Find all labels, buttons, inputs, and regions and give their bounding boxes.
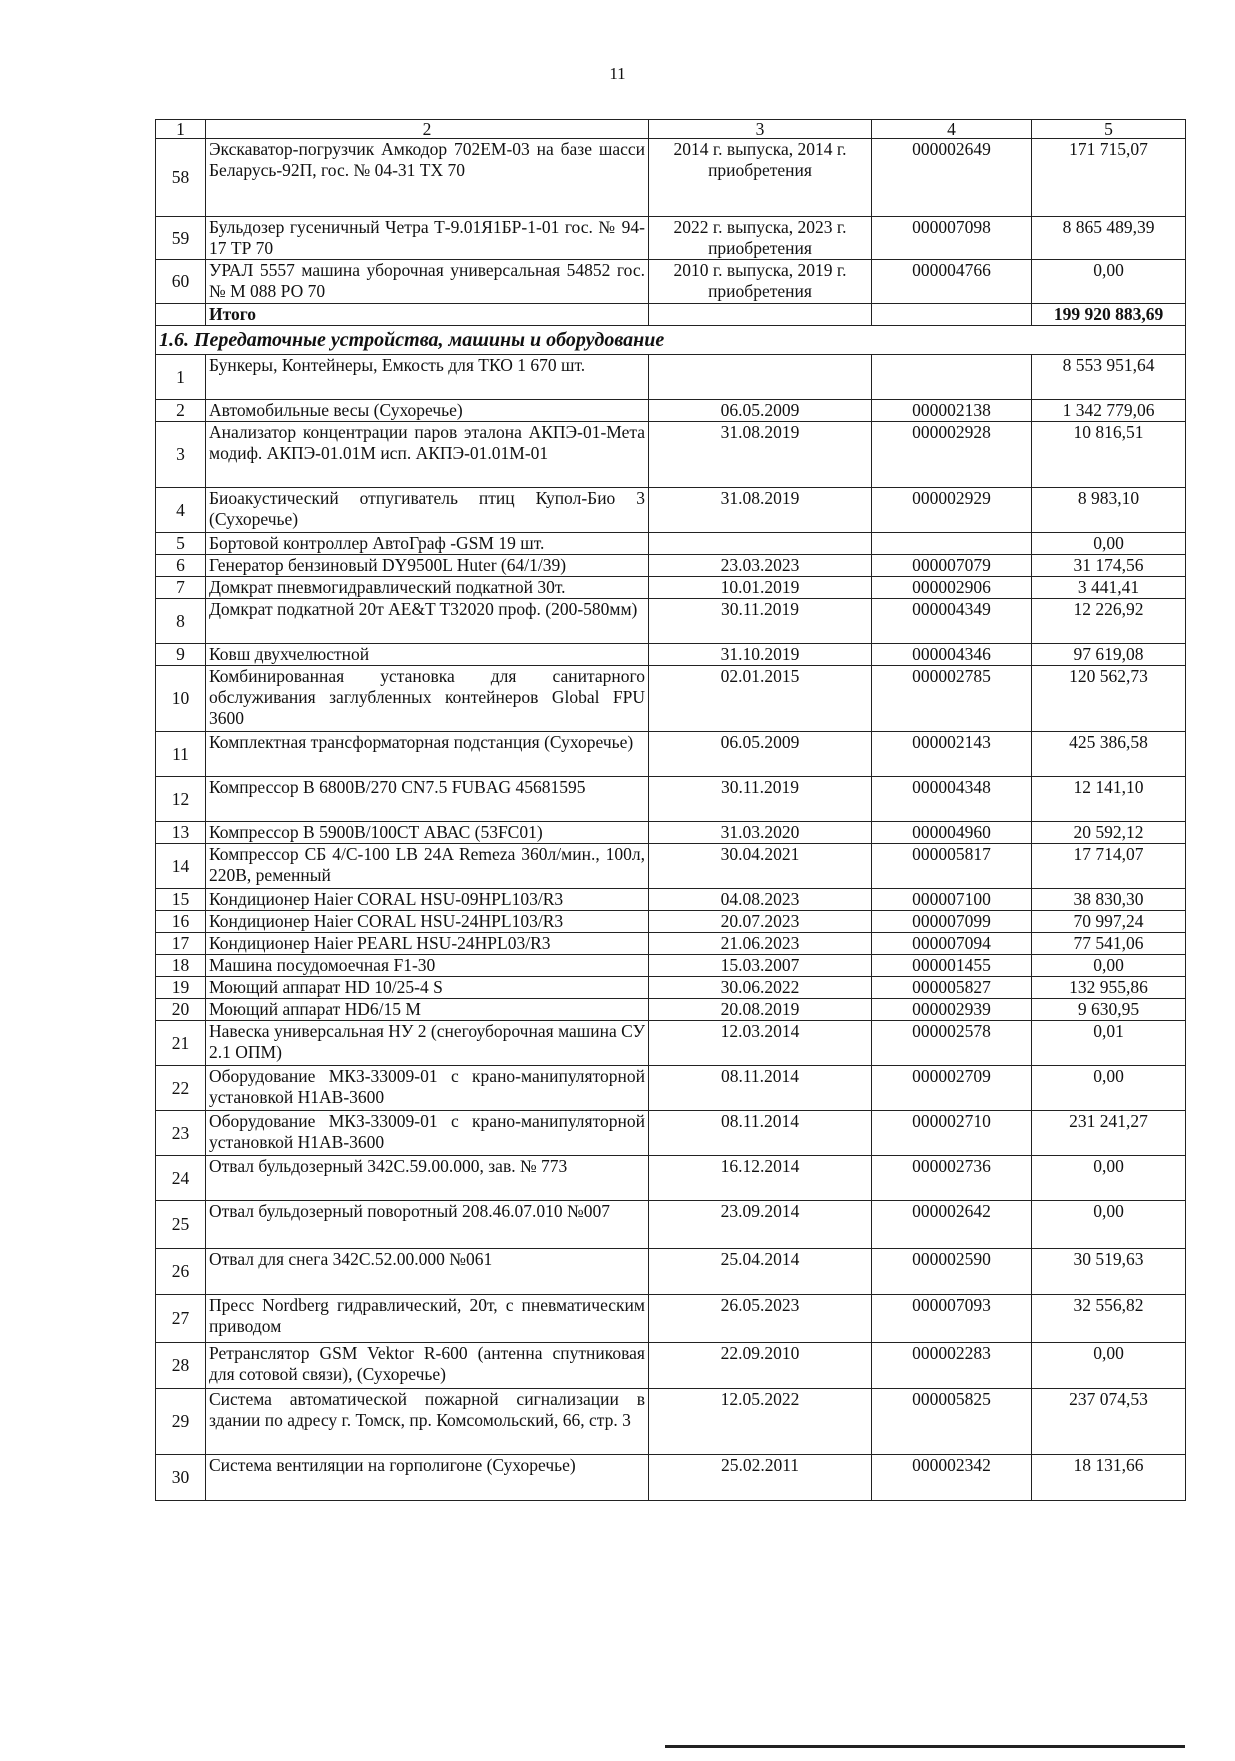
item-date: 25.02.2011	[649, 1455, 872, 1501]
item-date: 06.05.2009	[649, 400, 872, 422]
item-name: Домкрат подкатной 20т AE&T T32020 проф. (200-580мм)	[206, 599, 649, 644]
item-name: Бункеры, Контейнеры, Емкость для ТКО 1 670 шт.	[206, 355, 649, 400]
item-value: 20 592,12	[1032, 822, 1186, 844]
header-cell: 5	[1032, 120, 1186, 139]
item-date	[649, 533, 872, 555]
item-value: 171 715,07	[1032, 139, 1186, 217]
table-row	[156, 577, 1186, 599]
table-row	[156, 1249, 1186, 1295]
item-value: 0,00	[1032, 1156, 1186, 1201]
row-number: 7	[156, 577, 206, 599]
item-date: 2022 г. выпуска, 2023 г. приобретения	[649, 217, 872, 260]
item-value: 120 562,73	[1032, 666, 1186, 732]
item-date: 12.05.2022	[649, 1389, 872, 1455]
item-date: 20.08.2019	[649, 999, 872, 1021]
item-name: Оборудование МКЗ-33009-01 с крано-манипуляторной установкой H1AB-3600	[206, 1066, 649, 1111]
item-name: Ретранслятор GSM Vektor R-600 (антенна спутниковая для сотовой связи), (Сухоречье)	[206, 1343, 649, 1389]
item-name: Кондиционер Haier PEARL HSU-24HPL03/R3	[206, 933, 649, 955]
table-row	[156, 666, 1186, 732]
table-row	[156, 1295, 1186, 1343]
row-number: 23	[156, 1111, 206, 1156]
table-row	[156, 422, 1186, 488]
item-value: 0,00	[1032, 1066, 1186, 1111]
table-row	[156, 139, 1186, 217]
inventory-number: 000004766	[872, 260, 1032, 304]
inventory-number: 000002710	[872, 1111, 1032, 1156]
item-date: 26.05.2023	[649, 1295, 872, 1343]
table-row	[156, 1389, 1186, 1455]
row-number: 28	[156, 1343, 206, 1389]
inventory-number: 000001455	[872, 955, 1032, 977]
row-number: 2	[156, 400, 206, 422]
item-date: 08.11.2014	[649, 1111, 872, 1156]
table-row	[156, 488, 1186, 533]
inventory-number: 000007099	[872, 911, 1032, 933]
item-date: 2014 г. выпуска, 2014 г. приобретения	[649, 139, 872, 217]
table-row	[156, 555, 1186, 577]
item-name: Компрессор В 6800В/270 CN7.5 FUBAG 45681595	[206, 777, 649, 822]
row-number: 3	[156, 422, 206, 488]
item-date: 30.11.2019	[649, 599, 872, 644]
item-value: 97 619,08	[1032, 644, 1186, 666]
row-number: 19	[156, 977, 206, 999]
row-number: 5	[156, 533, 206, 555]
row-number: 25	[156, 1201, 206, 1249]
item-date: 23.03.2023	[649, 555, 872, 577]
item-name: Комплектная трансформаторная подстанция (Сухоречье)	[206, 732, 649, 777]
item-name: Бортовой контроллер АвтоГраф -GSM 19 шт.	[206, 533, 649, 555]
item-date	[649, 355, 872, 400]
item-value: 70 997,24	[1032, 911, 1186, 933]
item-value: 132 955,86	[1032, 977, 1186, 999]
header-cell: 1	[156, 120, 206, 139]
inventory-number: 000002736	[872, 1156, 1032, 1201]
row-number: 60	[156, 260, 206, 304]
section-row	[156, 326, 1186, 355]
item-date: 20.07.2023	[649, 911, 872, 933]
item-name: Биоакустический отпугиватель птиц Купол-Био 3 (Сухоречье)	[206, 488, 649, 533]
inventory-number: 000005827	[872, 977, 1032, 999]
header-cell: 3	[649, 120, 872, 139]
table-row	[156, 1455, 1186, 1501]
item-value: 8 553 951,64	[1032, 355, 1186, 400]
table-row	[156, 999, 1186, 1021]
table-row	[156, 911, 1186, 933]
item-date: 23.09.2014	[649, 1201, 872, 1249]
row-number: 12	[156, 777, 206, 822]
empty-cell	[649, 304, 872, 326]
item-name: Машина посудомоечная F1-30	[206, 955, 649, 977]
table-row	[156, 1021, 1186, 1066]
item-value: 8 983,10	[1032, 488, 1186, 533]
row-number: 18	[156, 955, 206, 977]
item-name: Комбинированная установка для санитарного обслуживания заглубленных контейнеров Global FPU 3600	[206, 666, 649, 732]
table-row	[156, 933, 1186, 955]
table-row	[156, 1066, 1186, 1111]
inventory-number: 000002785	[872, 666, 1032, 732]
item-value: 10 816,51	[1032, 422, 1186, 488]
header-cell: 4	[872, 120, 1032, 139]
item-date: 02.01.2015	[649, 666, 872, 732]
row-number: 9	[156, 644, 206, 666]
item-value: 3 441,41	[1032, 577, 1186, 599]
item-value: 0,00	[1032, 1343, 1186, 1389]
item-name: Генератор бензиновый DY9500L Huter (64/1/39)	[206, 555, 649, 577]
inventory-number: 000002939	[872, 999, 1032, 1021]
table-row	[156, 533, 1186, 555]
table-row	[156, 644, 1186, 666]
row-number: 59	[156, 217, 206, 260]
item-value: 12 141,10	[1032, 777, 1186, 822]
page-number: 11	[609, 64, 626, 83]
total-label: Итого	[206, 304, 649, 326]
item-date: 31.08.2019	[649, 488, 872, 533]
row-number: 27	[156, 1295, 206, 1343]
item-value: 12 226,92	[1032, 599, 1186, 644]
row-number: 29	[156, 1389, 206, 1455]
row-number: 15	[156, 889, 206, 911]
table-row	[156, 977, 1186, 999]
inventory-number: 000004346	[872, 644, 1032, 666]
item-name: Кондиционер Haier CORAL HSU-24HPL103/R3	[206, 911, 649, 933]
item-value: 0,00	[1032, 1201, 1186, 1249]
row-number: 22	[156, 1066, 206, 1111]
table-row	[156, 889, 1186, 911]
table-row	[156, 599, 1186, 644]
inventory-number: 000004349	[872, 599, 1032, 644]
inventory-number: 000002709	[872, 1066, 1032, 1111]
item-date: 21.06.2023	[649, 933, 872, 955]
row-number: 17	[156, 933, 206, 955]
item-value: 31 174,56	[1032, 555, 1186, 577]
item-name: Ковш двухчелюстной	[206, 644, 649, 666]
item-date: 31.03.2020	[649, 822, 872, 844]
inventory-number: 000002143	[872, 732, 1032, 777]
row-number: 6	[156, 555, 206, 577]
inventory-number: 000002590	[872, 1249, 1032, 1295]
item-name: Отвал бульдозерный 342С.59.00.000, зав. № 773	[206, 1156, 649, 1201]
header-cell: 2	[206, 120, 649, 139]
table-row	[156, 1343, 1186, 1389]
row-number: 8	[156, 599, 206, 644]
item-date: 30.11.2019	[649, 777, 872, 822]
item-name: Моющий аппарат HD6/15 M	[206, 999, 649, 1021]
table-row	[156, 777, 1186, 822]
empty-cell	[156, 304, 206, 326]
item-date: 15.03.2007	[649, 955, 872, 977]
row-number: 10	[156, 666, 206, 732]
item-name: Компрессор СБ 4/С-100 LB 24A Remeza 360л/мин., 100л, 220В, ременный	[206, 844, 649, 889]
table-row	[156, 1156, 1186, 1201]
table-row	[156, 217, 1186, 260]
asset-table	[155, 119, 1186, 1501]
row-number: 21	[156, 1021, 206, 1066]
item-name: Кондиционер Haier CORAL HSU-09HPL103/R3	[206, 889, 649, 911]
inventory-number: 000004348	[872, 777, 1032, 822]
table-row	[156, 732, 1186, 777]
item-date: 06.05.2009	[649, 732, 872, 777]
table-row	[156, 955, 1186, 977]
item-value: 38 830,30	[1032, 889, 1186, 911]
row-number: 13	[156, 822, 206, 844]
item-name: УРАЛ 5557 машина уборочная универсальная 54852 гос. № М 088 РО 70	[206, 260, 649, 304]
item-date: 30.06.2022	[649, 977, 872, 999]
table-row	[156, 1111, 1186, 1156]
total-value: 199 920 883,69	[1032, 304, 1186, 326]
empty-cell	[872, 304, 1032, 326]
header-row	[156, 120, 1186, 139]
inventory-number: 000005817	[872, 844, 1032, 889]
item-name: Оборудование МКЗ-33009-01 с крано-манипуляторной установкой H1AB-3600	[206, 1111, 649, 1156]
inventory-number: 000002906	[872, 577, 1032, 599]
item-name: Система вентиляции на горполигоне (Сухоречье)	[206, 1455, 649, 1501]
item-name: Моющий аппарат HD 10/25-4 S	[206, 977, 649, 999]
item-value: 0,00	[1032, 533, 1186, 555]
item-date: 16.12.2014	[649, 1156, 872, 1201]
item-value: 77 541,06	[1032, 933, 1186, 955]
item-date: 08.11.2014	[649, 1066, 872, 1111]
row-number: 1	[156, 355, 206, 400]
table-row	[156, 355, 1186, 400]
item-value: 0,01	[1032, 1021, 1186, 1066]
inventory-number: 000002138	[872, 400, 1032, 422]
inventory-number: 000007094	[872, 933, 1032, 955]
item-name: Компрессор В 5900В/100СТ АВАС (53FC01)	[206, 822, 649, 844]
item-value: 237 074,53	[1032, 1389, 1186, 1455]
item-value: 9 630,95	[1032, 999, 1186, 1021]
item-value: 30 519,63	[1032, 1249, 1186, 1295]
row-number: 26	[156, 1249, 206, 1295]
inventory-number: 000007100	[872, 889, 1032, 911]
item-value: 0,00	[1032, 260, 1186, 304]
inventory-number: 000007093	[872, 1295, 1032, 1343]
table-row	[156, 822, 1186, 844]
item-date: 22.09.2010	[649, 1343, 872, 1389]
item-value: 17 714,07	[1032, 844, 1186, 889]
row-number: 4	[156, 488, 206, 533]
inventory-number: 000002649	[872, 139, 1032, 217]
item-date: 2010 г. выпуска, 2019 г. приобретения	[649, 260, 872, 304]
inventory-number: 000007098	[872, 217, 1032, 260]
item-date: 12.03.2014	[649, 1021, 872, 1066]
inventory-number: 000004960	[872, 822, 1032, 844]
inventory-number: 000002928	[872, 422, 1032, 488]
row-number: 58	[156, 139, 206, 217]
row-number: 30	[156, 1455, 206, 1501]
inventory-number: 000002929	[872, 488, 1032, 533]
table-row	[156, 844, 1186, 889]
row-number: 14	[156, 844, 206, 889]
table-row	[156, 260, 1186, 304]
item-name: Домкрат пневмогидравлический подкатной 30т.	[206, 577, 649, 599]
item-date: 25.04.2014	[649, 1249, 872, 1295]
inventory-number: 000002578	[872, 1021, 1032, 1066]
total-row	[156, 304, 1186, 326]
inventory-number: 000005825	[872, 1389, 1032, 1455]
item-name: Экскаватор-погрузчик Амкодор 702ЕМ-03 на базе шасси Беларусь-92П, гос. № 04-31 ТХ 70	[206, 139, 649, 217]
table-row	[156, 400, 1186, 422]
item-date: 04.08.2023	[649, 889, 872, 911]
inventory-number: 000002283	[872, 1343, 1032, 1389]
item-name: Анализатор концентрации паров эталона АКПЭ-01-Мета модиф. АКПЭ-01.01М исп. АКПЭ-01.01М-01	[206, 422, 649, 488]
bottom-rule	[665, 1745, 1185, 1748]
item-value: 32 556,82	[1032, 1295, 1186, 1343]
item-date: 30.04.2021	[649, 844, 872, 889]
row-number: 16	[156, 911, 206, 933]
inventory-number	[872, 355, 1032, 400]
item-date: 10.01.2019	[649, 577, 872, 599]
item-value: 1 342 779,06	[1032, 400, 1186, 422]
item-value: 8 865 489,39	[1032, 217, 1186, 260]
item-value: 231 241,27	[1032, 1111, 1186, 1156]
item-value: 18 131,66	[1032, 1455, 1186, 1501]
item-value: 425 386,58	[1032, 732, 1186, 777]
item-value: 0,00	[1032, 955, 1186, 977]
item-name: Пресс Nordberg гидравлический, 20т, с пневматическим приводом	[206, 1295, 649, 1343]
section-title: 1.6. Передаточные устройства, машины и оборудование	[156, 326, 1186, 355]
inventory-number: 000007079	[872, 555, 1032, 577]
item-name: Система автоматической пожарной сигнализации в здании по адресу г. Томск, пр. Комсомольский, 66, стр. 3	[206, 1389, 649, 1455]
inventory-number: 000002342	[872, 1455, 1032, 1501]
inventory-number	[872, 533, 1032, 555]
item-name: Бульдозер гусеничный Четра Т-9.01Я1БР-1-01 гос. № 94-17 ТР 70	[206, 217, 649, 260]
item-date: 31.10.2019	[649, 644, 872, 666]
item-name: Отвал для снега 342С.52.00.000 №061	[206, 1249, 649, 1295]
item-name: Навеска универсальная НУ 2 (снегоуборочная машина СУ 2.1 ОПМ)	[206, 1021, 649, 1066]
item-date: 31.08.2019	[649, 422, 872, 488]
inventory-number: 000002642	[872, 1201, 1032, 1249]
row-number: 11	[156, 732, 206, 777]
table-row	[156, 1201, 1186, 1249]
item-name: Отвал бульдозерный поворотный 208.46.07.010 №007	[206, 1201, 649, 1249]
row-number: 24	[156, 1156, 206, 1201]
row-number: 20	[156, 999, 206, 1021]
item-name: Автомобильные весы (Сухоречье)	[206, 400, 649, 422]
